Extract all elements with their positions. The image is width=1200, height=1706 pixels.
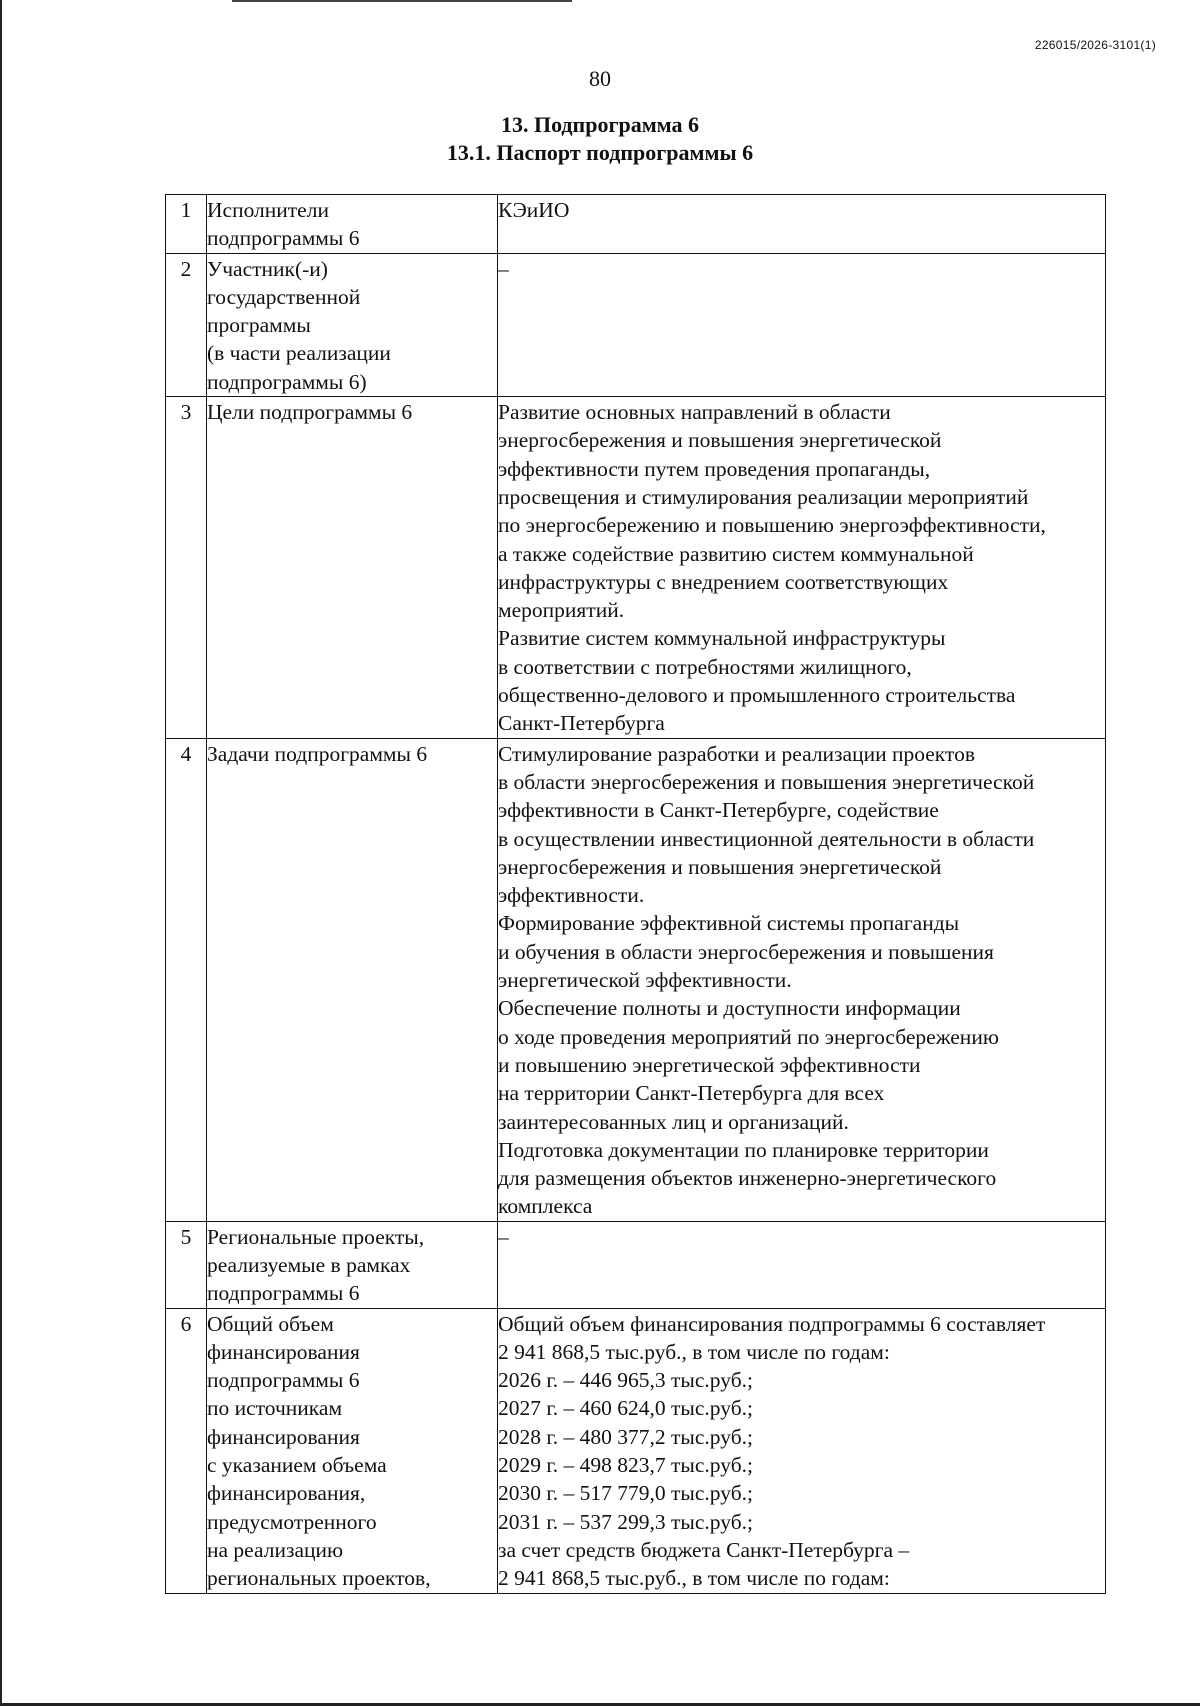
- row-label-line: по источникам: [207, 1396, 343, 1421]
- row-content-line: общественно-делового и промышленного строительства: [498, 683, 1016, 708]
- row-number: 5: [166, 1221, 207, 1308]
- row-content-line: энергетической эффективности.: [498, 968, 792, 993]
- row-label-line: финансирования: [207, 1339, 360, 1364]
- row-content-line: 2 941 868,5 тыс.руб., в том числе по годам:: [498, 1566, 890, 1591]
- scan-artifact-left: [0, 0, 2, 1706]
- row-label: [207, 253, 498, 396]
- row-label-line: реализуемые в рамках: [207, 1252, 411, 1277]
- row-content-line: 2027 г. – 460 624,0 тыс.руб.;: [498, 1396, 753, 1421]
- row-content-line: 2 941 868,5 тыс.руб., в том числе по годам:: [498, 1339, 890, 1364]
- row-label-line: Исполнители: [207, 198, 329, 222]
- row-content-line: на территории Санкт-Петербурга для всех: [498, 1081, 885, 1106]
- row-label-line: предусмотренного: [207, 1509, 377, 1534]
- row-content-line: по энергосбережению и повышению энергоэффективности,: [498, 513, 1046, 538]
- passport-row: [166, 1221, 1106, 1308]
- row-label: [207, 397, 498, 739]
- row-label-line: Общий объем: [207, 1311, 334, 1336]
- row-content-line: энергосбережения и повышения энергетической: [498, 428, 942, 453]
- row-label-line: Цели подпрограммы 6: [207, 400, 413, 425]
- row-content-line: Общий объем финансирования подпрограммы 6 составляет: [498, 1311, 1046, 1336]
- row-label-line: Задачи подпрограммы 6: [207, 741, 428, 766]
- document-id: 226015/2026-3101(1): [1034, 38, 1156, 52]
- row-content-line: в осуществлении инвестиционной деятельности в области: [498, 826, 1035, 851]
- row-content-line: эффективности путем проведения пропаганды,: [498, 456, 931, 481]
- row-content: [498, 253, 1106, 396]
- row-label-line: подпрограммы 6): [207, 369, 367, 394]
- row-label-line: финансирования,: [207, 1481, 366, 1506]
- row-content: [498, 397, 1106, 739]
- row-content-line: инфраструктуры с внедрением соответствующих: [498, 569, 949, 594]
- scan-artifact-top: [232, 0, 572, 2]
- row-label-line: государственной: [207, 284, 361, 309]
- row-content-line: и повышению энергетической эффективности: [498, 1052, 921, 1077]
- row-label-line: финансирования: [207, 1424, 360, 1449]
- row-label-line: (в части реализации: [207, 341, 391, 366]
- row-content-line: Развитие основных направлений в области: [498, 400, 891, 425]
- row-content-line: –: [498, 1224, 509, 1249]
- passport-row: [166, 1308, 1106, 1593]
- row-content-line: Формирование эффективной системы пропаганды: [498, 911, 960, 936]
- row-label: [207, 1221, 498, 1308]
- row-content-line: и обучения в области энергосбережения и повышения: [498, 939, 994, 964]
- row-number: 3: [166, 397, 207, 739]
- row-content-line: 2026 г. – 446 965,3 тыс.руб.;: [498, 1368, 753, 1393]
- row-label-line: подпрограммы 6: [207, 1281, 360, 1306]
- row-content-line: 2031 г. – 537 299,3 тыс.руб.;: [498, 1509, 753, 1534]
- row-content-line: эффективности в Санкт-Петербурге, содействие: [498, 798, 939, 823]
- row-label-line: региональных проектов,: [207, 1566, 431, 1591]
- row-content-line: энергосбережения и повышения энергетической: [498, 854, 942, 879]
- row-content: [498, 195, 1106, 254]
- row-content: [498, 1221, 1106, 1308]
- section-subtitle: 13.1. Паспорт подпрограммы 6: [446, 140, 754, 165]
- row-number: 2: [166, 253, 207, 396]
- row-content-line: в соответствии с потребностями жилищного,: [498, 654, 912, 679]
- row-content-line: для размещения объектов инженерно-энергетического: [498, 1166, 997, 1191]
- row-content-line: КЭиИО: [498, 198, 570, 222]
- row-content: [498, 1308, 1106, 1593]
- passport-table: [165, 194, 1106, 1594]
- row-label: [207, 738, 498, 1221]
- row-label: [207, 1308, 498, 1593]
- row-content-line: заинтересованных лиц и организаций.: [498, 1109, 849, 1134]
- row-label-line: программы: [207, 313, 311, 338]
- row-label-line: подпрограммы 6: [207, 1368, 360, 1393]
- section-title: 13. Подпрограмма 6: [500, 112, 700, 137]
- row-number: 1: [166, 195, 207, 254]
- row-label-line: Региональные проекты,: [207, 1224, 425, 1249]
- row-content-line: о ходе проведения мероприятий по энергосбережению: [498, 1024, 999, 1049]
- passport-row: [166, 397, 1106, 739]
- row-content-line: 2029 г. – 498 823,7 тыс.руб.;: [498, 1453, 753, 1478]
- row-content-line: за счет средств бюджета Санкт-Петербурга –: [498, 1537, 910, 1562]
- row-content-line: Стимулирование разработки и реализации проектов: [498, 741, 975, 766]
- passport-table-body: [166, 195, 1106, 1594]
- row-content-line: а также содействие развитию систем коммунальной: [498, 541, 974, 566]
- row-content-line: комплекса: [498, 1194, 593, 1219]
- row-content-line: в области энергосбережения и повышения энергетической: [498, 769, 1035, 794]
- page-number: 80: [589, 66, 611, 91]
- row-label-line: на реализацию: [207, 1537, 344, 1562]
- row-content-line: просвещения и стимулирования реализации мероприятий: [498, 484, 1029, 509]
- row-content-line: –: [498, 256, 509, 281]
- row-content-line: Подготовка документации по планировке территории: [498, 1137, 989, 1162]
- passport-row: [166, 253, 1106, 396]
- row-content: [498, 738, 1106, 1221]
- passport-row: [166, 738, 1106, 1221]
- row-content-line: Санкт-Петербурга: [498, 711, 665, 736]
- passport-row: [166, 195, 1106, 254]
- row-label-line: Участник(-и): [207, 256, 328, 281]
- row-number: 6: [166, 1308, 207, 1593]
- row-content-line: 2028 г. – 480 377,2 тыс.руб.;: [498, 1424, 753, 1449]
- row-content-line: эффективности.: [498, 883, 645, 908]
- row-content-line: 2030 г. – 517 779,0 тыс.руб.;: [498, 1481, 753, 1506]
- row-content-line: Обеспечение полноты и доступности информации: [498, 996, 961, 1021]
- row-number: 4: [166, 738, 207, 1221]
- row-label-line: подпрограммы 6: [207, 226, 360, 251]
- row-content-line: Развитие систем коммунальной инфраструктуры: [498, 626, 946, 651]
- row-label-line: с указанием объема: [207, 1453, 387, 1478]
- row-label: [207, 195, 498, 254]
- row-content-line: мероприятий.: [498, 598, 625, 623]
